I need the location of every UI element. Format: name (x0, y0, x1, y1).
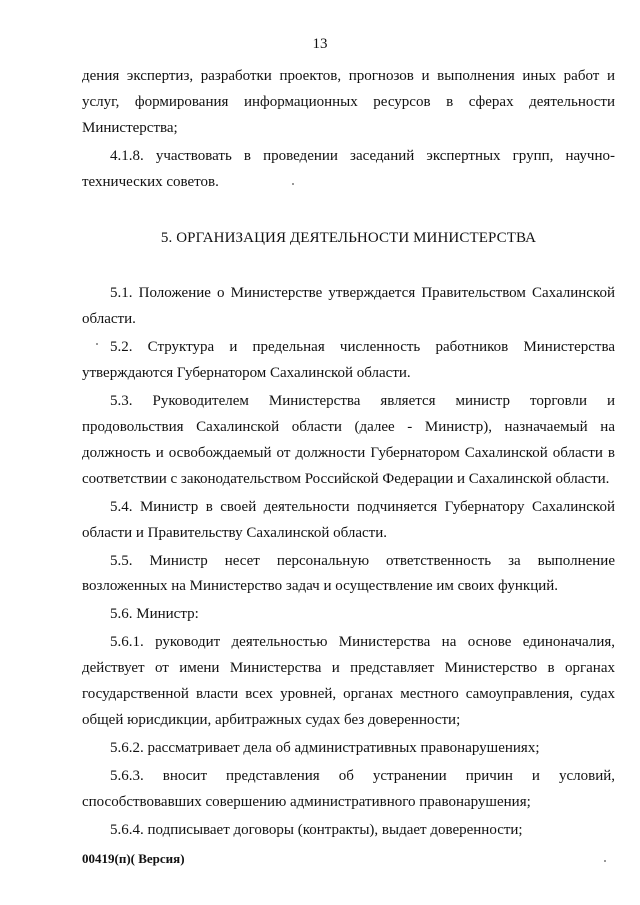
paragraph-5-2: 5.2. Структура и предельная численность работников Министерства утверждаются Губернатором Сахалинской области. (82, 339, 615, 382)
section-heading: 5. ОРГАНИЗАЦИЯ ДЕЯТЕЛЬНОСТИ МИНИСТЕРСТВА (160, 229, 537, 246)
paragraph-5-6-2: 5.6.2. рассматривает дела об административных правонарушениях; (110, 739, 540, 756)
paragraph-5-6-4: 5.6.4. подписывает договоры (контракты), выдает доверенности; (110, 821, 523, 838)
page-number: 13 (312, 36, 328, 52)
paragraph-5-6-1: 5.6.1. руководит деятельностью Министерства на основе единоначалия, действует от имени Министерства и представляет Министерство в органах государственной власти всех уровней, органах местного самоуправления, судах общей юрисдикции, арбитражных судах без доверенности; (82, 634, 615, 728)
scan-artifact (96, 343, 98, 345)
document-code-footer: 00419(п)( Версия) (82, 851, 185, 866)
paragraph-5-3: 5.3. Руководителем Министерства является министр торговли и продовольствия Сахалинской области (далее - Министр), назначаемый на должность и освобождаемый от должности Губернатором Сахалинской области в соответствии с законодательством Российской Федерации и Сахалинской области. (82, 393, 615, 487)
paragraph-5-6-3: 5.6.3. вносит представления об устранении причин и условий, способствовавших совершению административного правонарушения; (82, 767, 615, 810)
document-body (82, 64, 615, 843)
paragraph-4-1-8: 4.1.8. участвовать в проведении заседаний экспертных групп, научно-технических советов. (82, 147, 615, 190)
scan-artifact (604, 860, 606, 862)
paragraph-5-5: 5.5. Министр несет персональную ответственность за выполнение возложенных на Министерство задач и осуществление им своих функций. (82, 552, 615, 595)
scan-artifact (292, 183, 294, 185)
paragraph-continuation: дения экспертиз, разработки проектов, прогнозов и выполнения иных работ и услуг, формирования информационных ресурсов в сферах деятельности Министерства; (82, 68, 615, 136)
paragraph-5-4: 5.4. Министр в своей деятельности подчиняется Губернатору Сахалинской области и Правительству Сахалинской области. (82, 498, 615, 541)
paragraph-5-1: 5.1. Положение о Министерстве утверждается Правительством Сахалинской области. (82, 285, 615, 328)
paragraph-5-6: 5.6. Министр: (110, 606, 199, 623)
